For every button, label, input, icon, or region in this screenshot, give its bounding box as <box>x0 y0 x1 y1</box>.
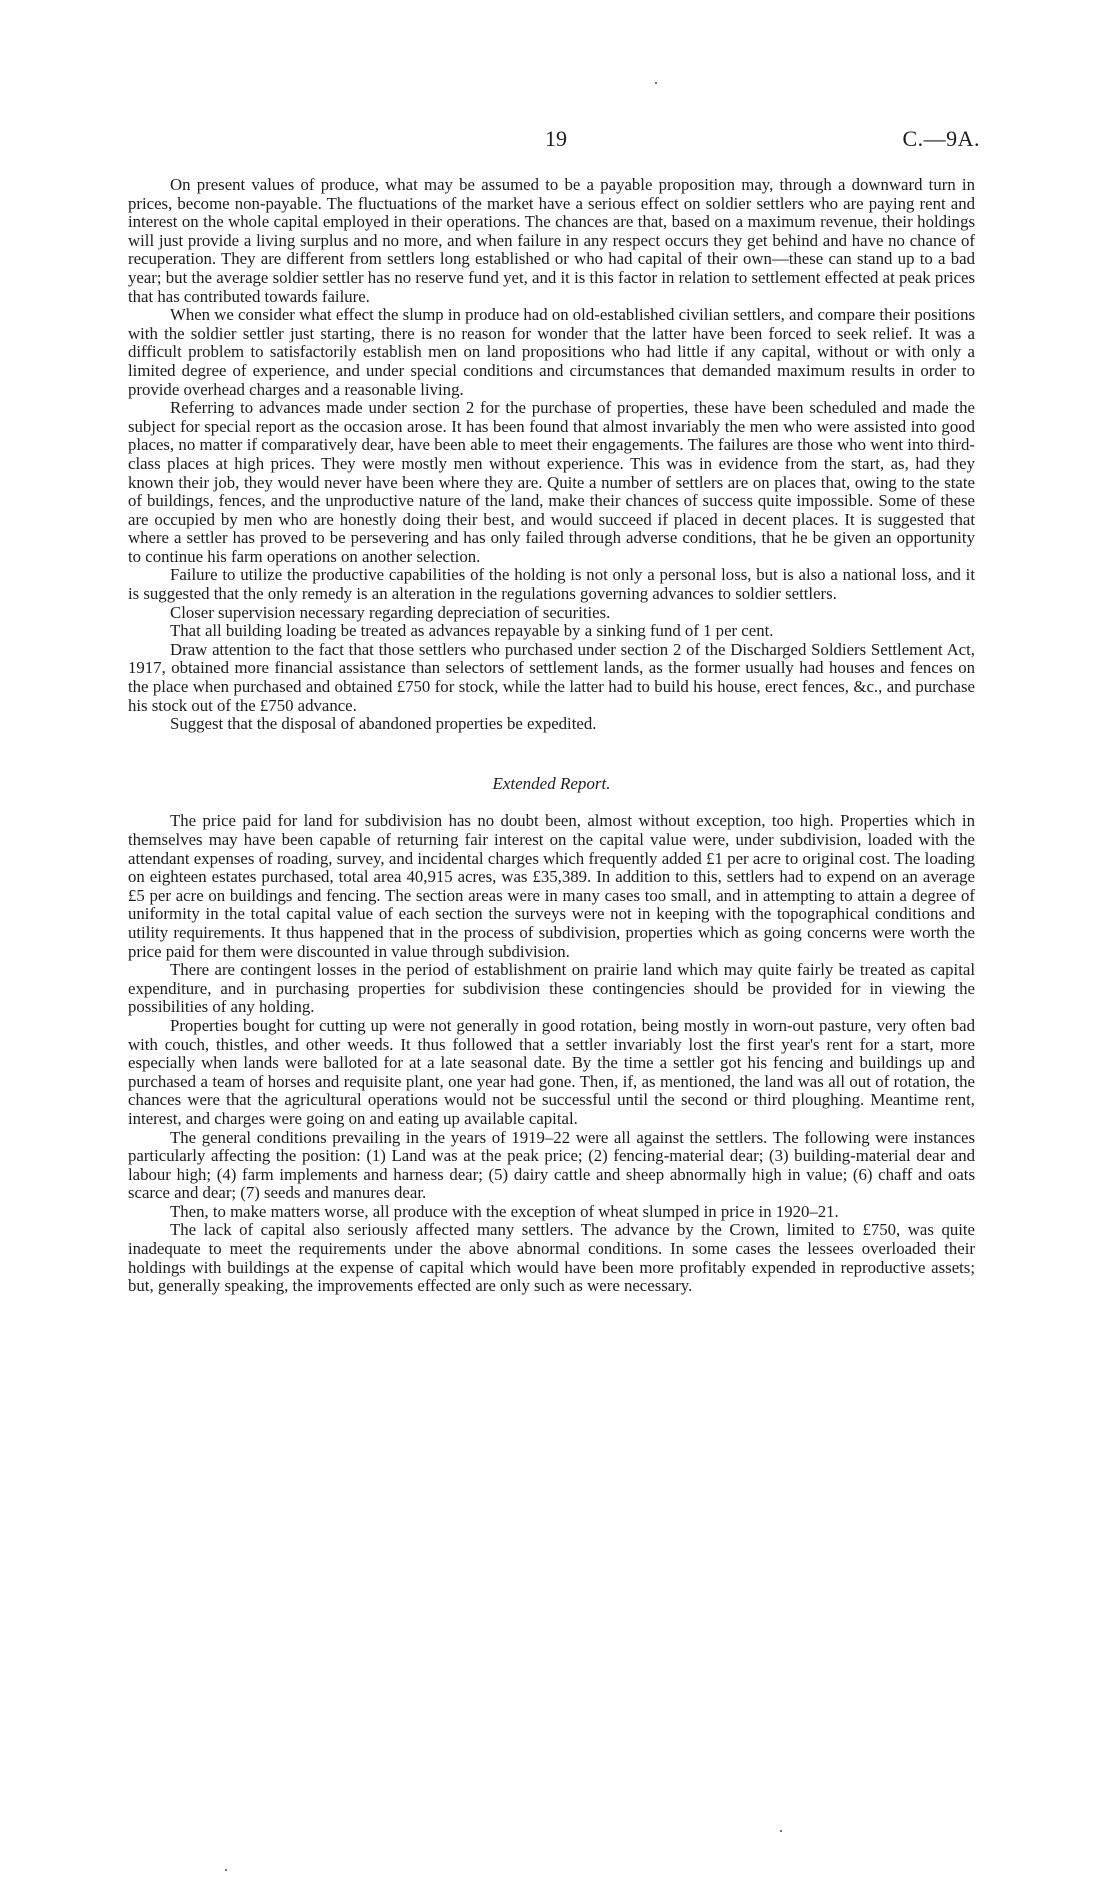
page-number: 19 <box>545 126 567 151</box>
paragraph: The general conditions prevailing in the years of 1919–22 were all against the settlers. The following were instances particularly affecting the position: (1) Land was at the peak price; (2) fencing-material dear; (3) building-material dear and labour high; (4) farm implements and harness dear; (5) dairy cattle and sheep abnormally high in value; (6) chaff and oats scarce and dear; (7) seeds and manures dear. <box>128 1127 975 1203</box>
scan-speck <box>655 82 657 84</box>
page-header <box>0 120 1114 160</box>
document-body <box>128 176 975 1296</box>
scan-speck <box>780 1830 782 1832</box>
paragraph: The price paid for land for subdivision has no doubt been, almost without exception, too high. Properties which in themselves may have been capable of returning fair interest on the capital value were, under subdivision, loaded with the attendant expenses of roading, survey, and incidental charges which frequently added £1 per acre to original cost. The loading on eighteen estates purchased, total area 40,915 acres, was £35,389. In addition to this, settlers had to expend on an average £5 per acre on buildings and fencing. The section areas were in many cases too small, and in attempting to attain a degree of uniformity in the total capital value of each section the surveys were not in keeping with the topographical conditions and utility requirements. It thus happened that in the process of subdivision, properties which as going concerns were worth the price paid for them were discounted in value through subdivision. <box>128 811 975 961</box>
paragraph: Then, to make matters worse, all produce with the exception of wheat slumped in price in 1920–21. <box>170 1201 839 1221</box>
scan-speck <box>225 1869 227 1871</box>
paragraph: That all building loading be treated as advances repayable by a sinking fund of 1 per cent. <box>170 621 774 641</box>
paragraph: On present values of produce, what may be assumed to be a payable proposition may, through a downward turn in prices, become non-payable. The fluctuations of the market have a serious effect on soldier settlers who are paying rent and interest on the whole capital employed in their operations. The chances are that, based on a maximum revenue, their holdings will just provide a living surplus and no more, and when failure in any respect occurs they get behind and have no chance of recuperation. They are different from settlers long established or who had capital of their own—these can stand up to a bad year; but the average soldier settler has no reserve fund yet, and it is this factor in relation to settlement effected at peak prices that has contributed towards failure. <box>128 175 975 306</box>
paragraph: The lack of capital also seriously affected many settlers. The advance by the Crown, limited to £750, was quite inadequate to meet the requirements under the above abnormal conditions. In some cases the lessees overloaded their holdings with buildings at the expense of capital which would have been more profitably expended in reproductive assets; but, generally speaking, the improvements effected are only such as were necessary. <box>128 1220 975 1296</box>
paragraph: Closer supervision necessary regarding depreciation of securities. <box>170 602 611 622</box>
paragraph: When we consider what effect the slump in produce had on old-established civilian settlers, and compare their positions with the soldier settler just starting, there is no reason for wonder that the latter have been forced to seek relief. It was a difficult problem to satisfactorily establish men on land propositions who had little if any capital, without or with only a limited degree of experience, and under special conditions and circumstances that demanded maximum results in order to provide overhead charges and a reasonable living. <box>128 305 975 399</box>
paragraph: Referring to advances made under section 2 for the purchase of properties, these have been scheduled and made the subject for special report as the occasion arose. It has been found that almost invariably the men who were assisted into good places, no matter if comparatively dear, have been able to meet their engagements. The failures are those who went into third-class places at high prices. They were mostly men without experience. This was in evidence from the start, as, had they known their job, they would never have been where they are. Quite a number of settlers are on places that, owing to the state of buildings, fences, and the unproductive nature of the land, make their chances of success quite impossible. Some of these are occupied by men who are honestly doing their best, and would succeed if placed in decent places. It is suggested that where a settler has proved to be persevering and has only failed through adverse conditions, that he be given an opportunity to continue his farm operations on another selection. <box>128 398 975 566</box>
document-reference: C.—9A. <box>902 126 980 151</box>
section-heading: Extended Report. <box>492 773 611 793</box>
paragraph: Failure to utilize the productive capabilities of the holding is not only a personal loss, but is also a national loss, and it is suggested that the only remedy is an alteration in the regulations governing advances to soldier settlers. <box>128 565 975 604</box>
paragraph: There are contingent losses in the period of establishment on prairie land which may quite fairly be treated as capital expenditure, and in purchasing properties for subdivision these contingencies should be provided for in viewing the possibilities of any holding. <box>128 960 975 1017</box>
paragraph: Suggest that the disposal of abandoned properties be expedited. <box>170 714 597 734</box>
paragraph: Draw attention to the fact that those settlers who purchased under section 2 of the Discharged Soldiers Settlement Act, 1917, obtained more financial assistance than selectors of settlement lands, as the former usually had houses and fences on the place when purchased and obtained £750 for stock, while the latter had to build his house, erect fences, &c., and purchase his stock out of the £750 advance. <box>128 639 975 715</box>
paragraph: Properties bought for cutting up were not generally in good rotation, being mostly in worn-out pasture, very often bad with couch, thistles, and other weeds. It thus followed that a settler invariably lost the first year's rent for a start, more especially when lands were balloted for at a late seasonal date. By the time a settler got his fencing and buildings up and purchased a team of horses and requisite plant, one year had gone. Then, if, as mentioned, the land was all out of rotation, the chances were that the agricultural operations would not be successful until the second or third ploughing. Meantime rent, interest, and charges were going on and eating up available capital. <box>128 1015 975 1128</box>
